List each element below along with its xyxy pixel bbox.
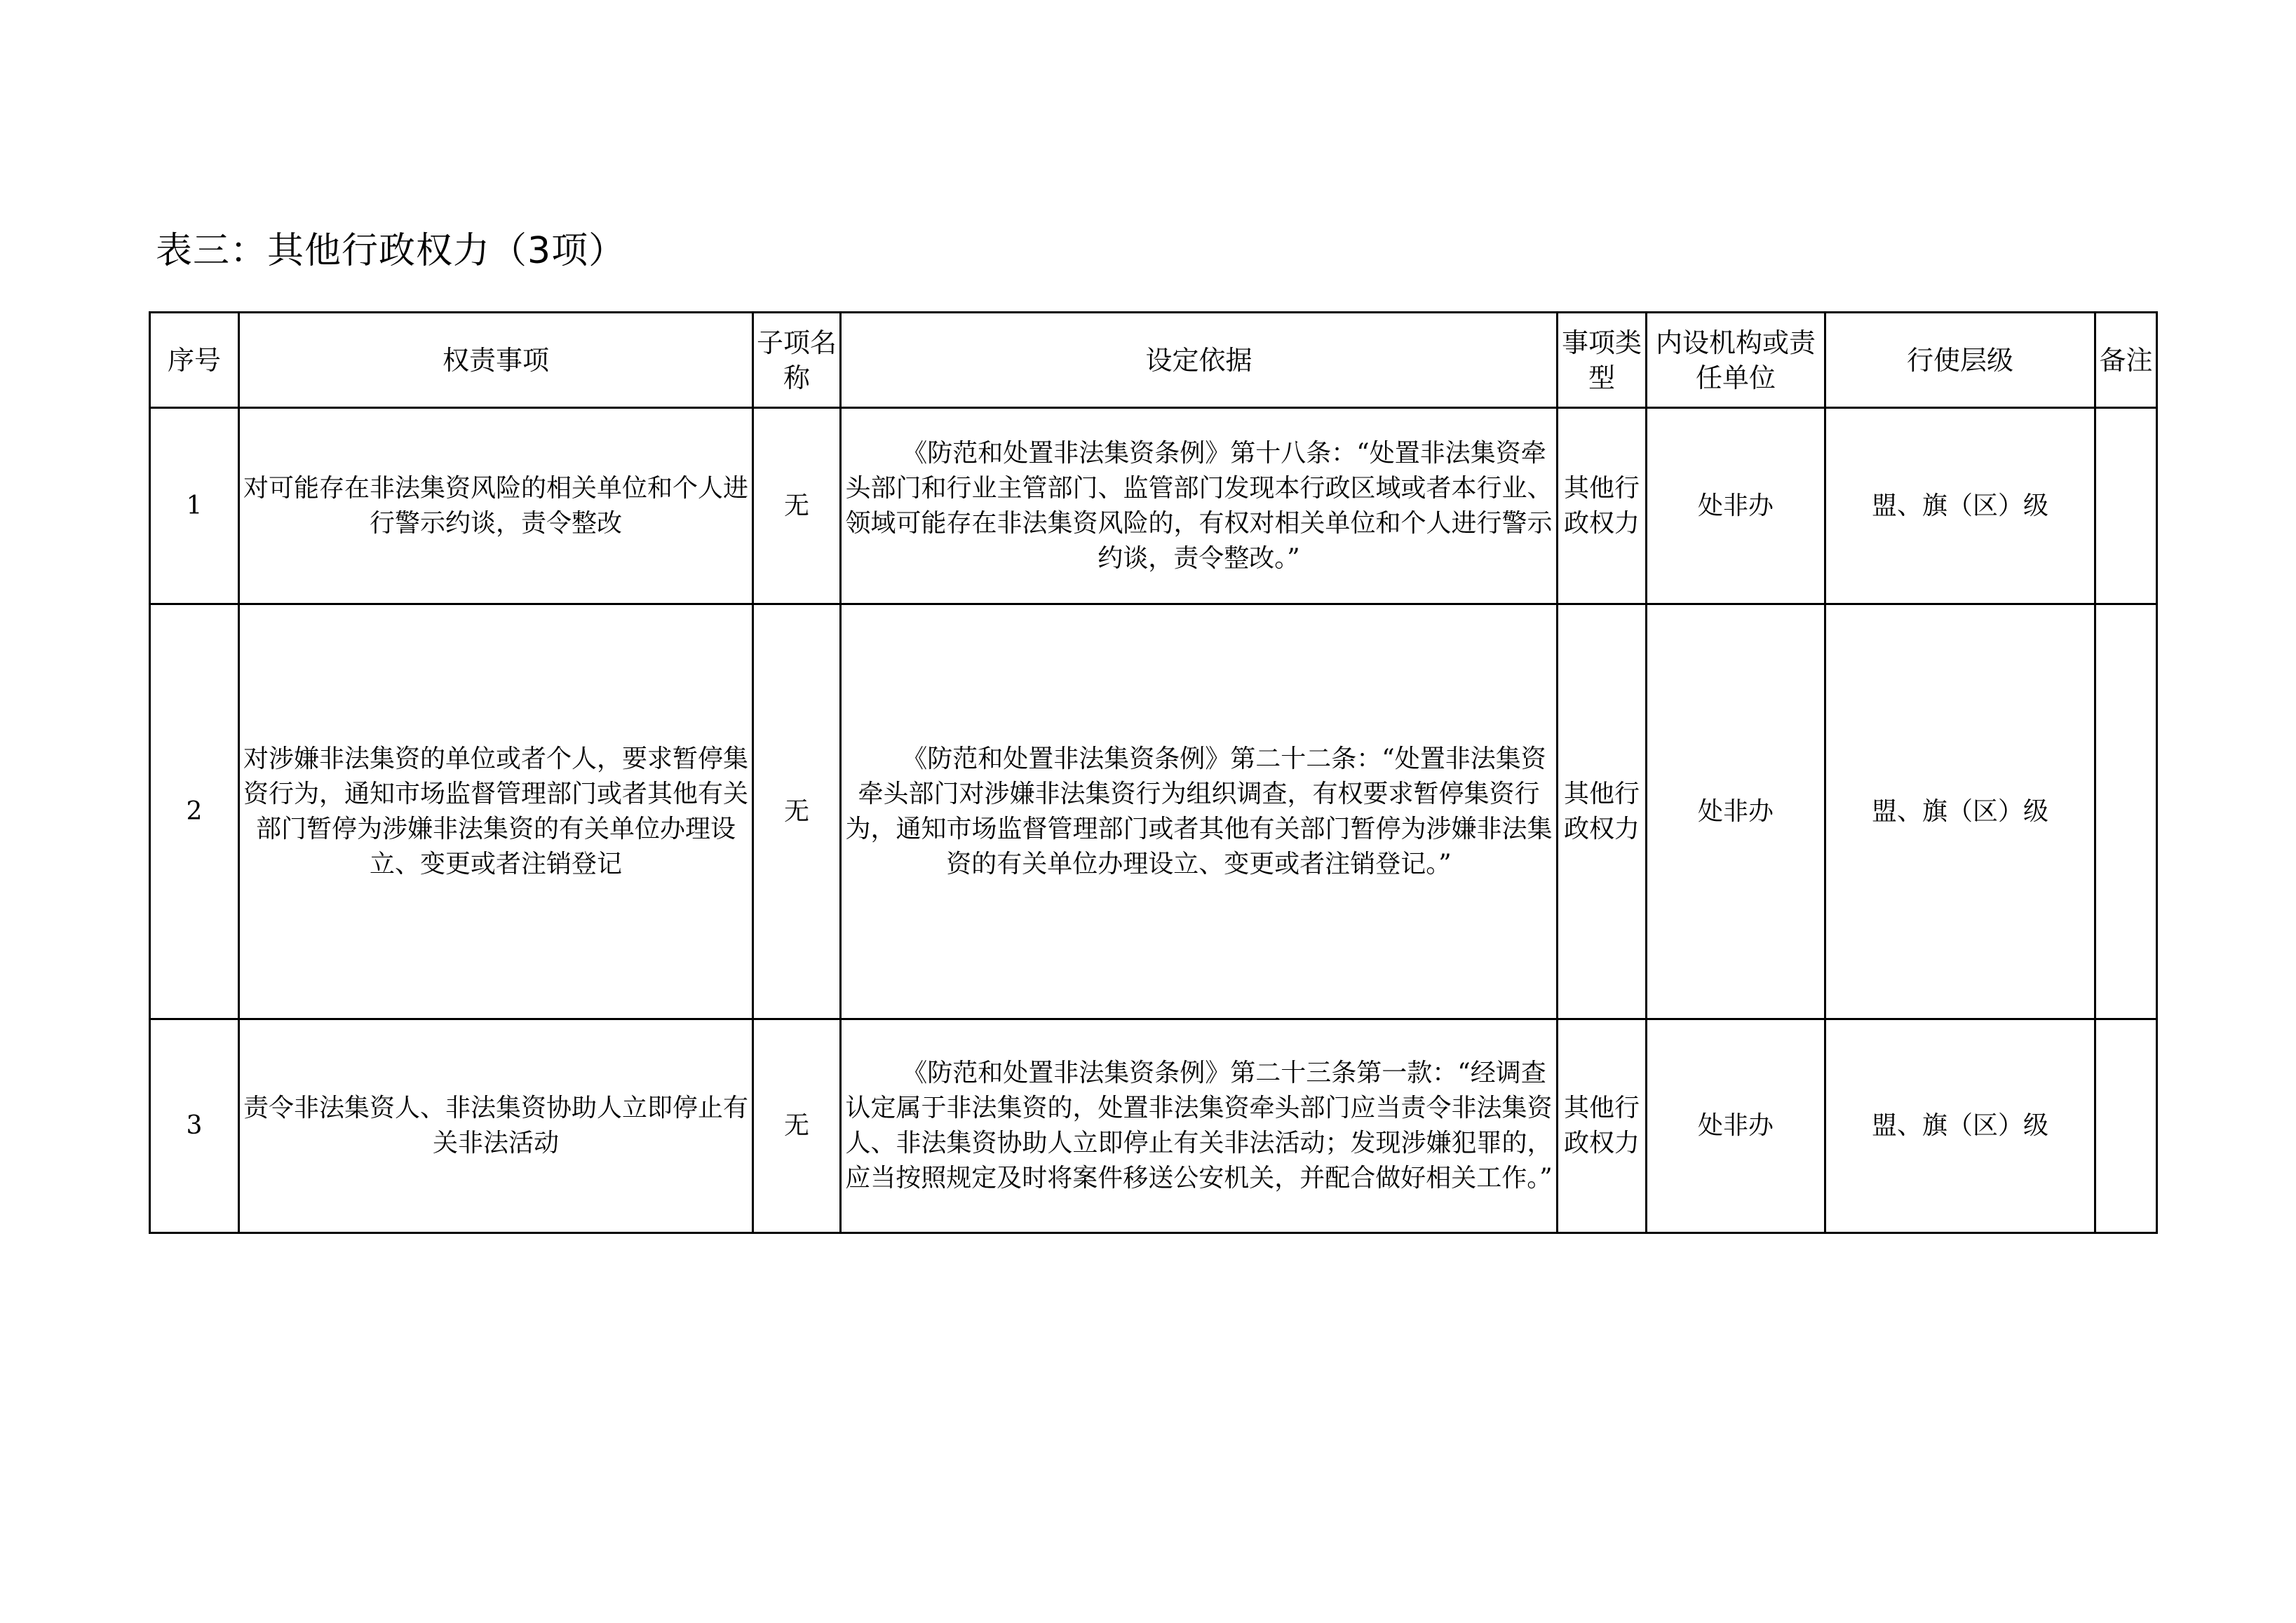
header-basis: 设定依据 [841,313,1558,408]
cell-seq: 1 [150,408,239,604]
cell-unit: 处非办 [1647,408,1825,604]
cell-seq: 2 [150,604,239,1019]
cell-remark [2095,604,2157,1019]
header-unit: 内设机构或责任单位 [1647,313,1825,408]
cell-level: 盟、旗（区）级 [1825,604,2095,1019]
basis-text: 《防范和处置非法集资条例》第二十三条第一款：“经调查认定属于非法集资的，处置非法集资牵头部门应当责令非法集资人、非法集资协助人立即停止有关非法活动；发现涉嫌犯罪的，应当按照规定及时将案件移送公安机关，并配合做好相关工作。” [845,1059,1553,1193]
cell-basis [841,408,1558,604]
cell-type: 其他行政权力 [1558,604,1647,1019]
cell-seq: 3 [150,1019,239,1233]
basis-text: 《防范和处置非法集资条例》第二十二条：“处置非法集资牵头部门对涉嫌非法集资行为组织调查，有权要求暂停集资行为，通知市场监督管理部门或者其他有关部门暂停为涉嫌非法集资的有关单位办理设立、变更或者注销登记。” [845,744,1553,878]
table-row [150,408,2157,604]
cell-item: 对可能存在非法集资风险的相关单位和个人进行警示约谈，责令整改 [239,408,753,604]
cell-basis [841,1019,1558,1233]
table-row [150,1019,2157,1233]
cell-unit: 处非办 [1647,604,1825,1019]
header-remark: 备注 [2095,313,2157,408]
power-list-table [149,311,2158,1234]
cell-unit: 处非办 [1647,1019,1825,1233]
cell-level: 盟、旗（区）级 [1825,1019,2095,1233]
header-seq: 序号 [150,313,239,408]
cell-sub-item: 无 [753,604,841,1019]
page-title: 表三：其他行政权力（3项） [156,230,626,272]
header-level: 行使层级 [1825,313,2095,408]
table-header-row [150,313,2157,408]
cell-item: 对涉嫌非法集资的单位或者个人，要求暂停集资行为，通知市场监督管理部门或者其他有关部门暂停为涉嫌非法集资的有关单位办理设立、变更或者注销登记 [239,604,753,1019]
cell-remark [2095,1019,2157,1233]
header-sub-item: 子项名称 [753,313,841,408]
basis-text: 《防范和处置非法集资条例》第十八条：“处置非法集资牵头部门和行业主管部门、监管部门发现本行政区域或者本行业、领域可能存在非法集资风险的，有权对相关单位和个人进行警示约谈，责令整改。” [845,438,1553,573]
cell-sub-item: 无 [753,408,841,604]
cell-item: 责令非法集资人、非法集资协助人立即停止有关非法活动 [239,1019,753,1233]
header-item: 权责事项 [239,313,753,408]
cell-type: 其他行政权力 [1558,408,1647,604]
cell-remark [2095,408,2157,604]
table-row [150,604,2157,1019]
cell-level: 盟、旗（区）级 [1825,408,2095,604]
header-type: 事项类型 [1558,313,1647,408]
cell-sub-item: 无 [753,1019,841,1233]
cell-type: 其他行政权力 [1558,1019,1647,1233]
cell-basis [841,604,1558,1019]
